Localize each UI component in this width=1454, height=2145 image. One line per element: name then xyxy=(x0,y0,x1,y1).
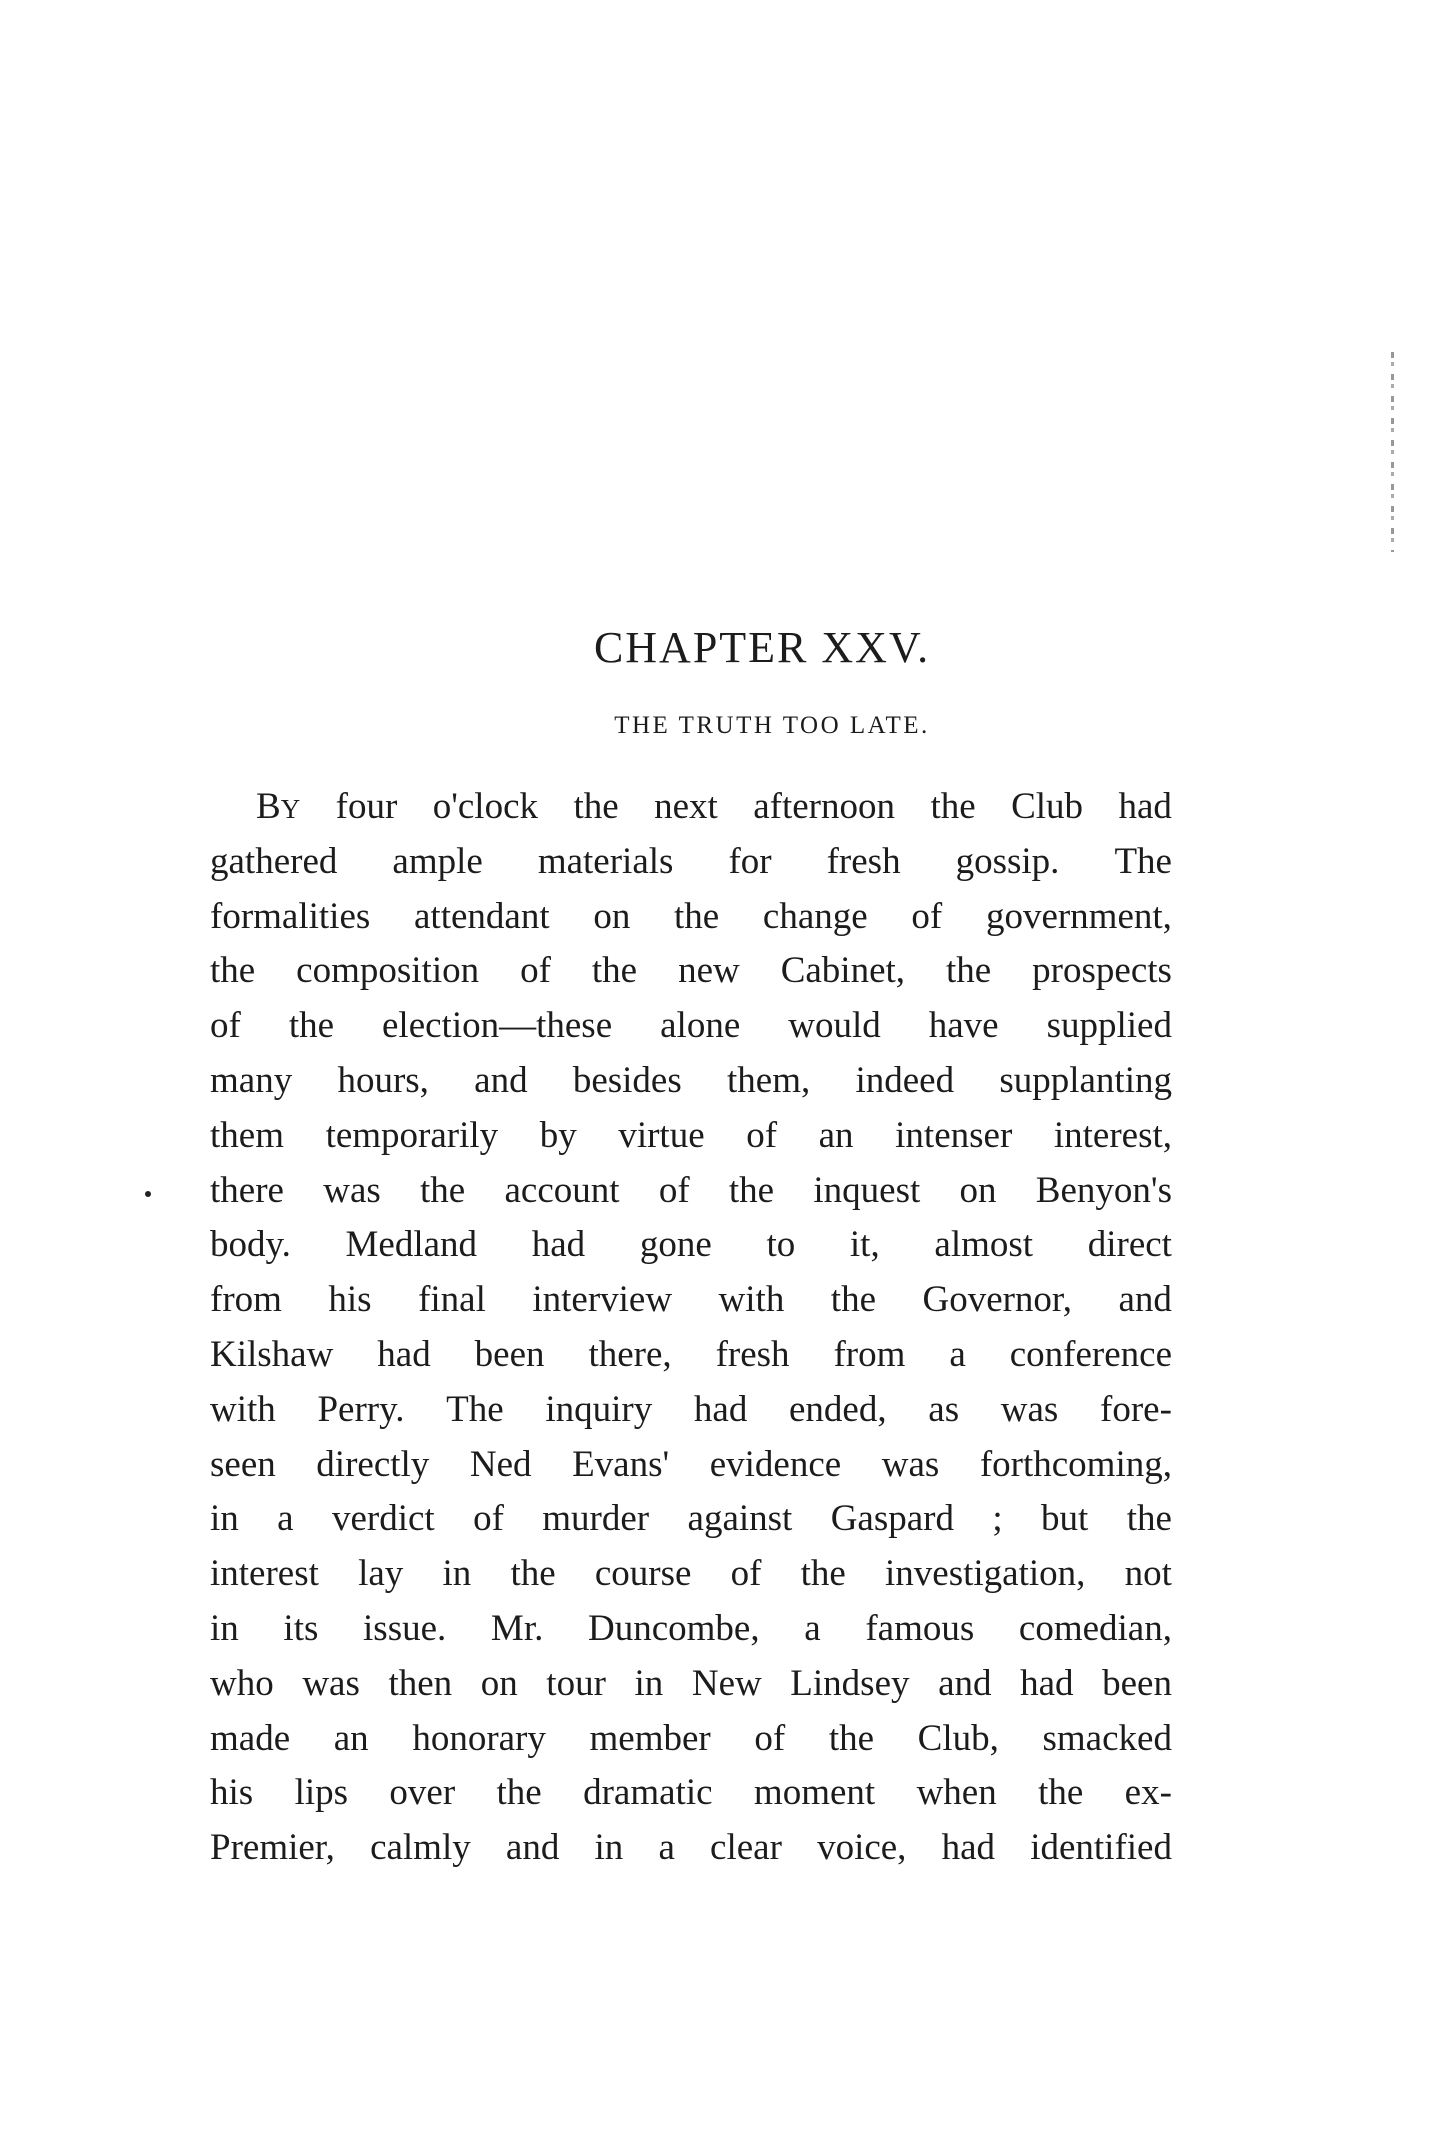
word: of xyxy=(658,1169,690,1211)
word: not xyxy=(1124,1553,1172,1595)
word: inquest xyxy=(813,1169,921,1211)
word: Mr. xyxy=(490,1607,544,1649)
word: been xyxy=(1102,1662,1172,1704)
word: and xyxy=(474,1059,528,1101)
text-line xyxy=(210,1328,1172,1383)
word: Lindsey xyxy=(790,1662,910,1704)
word: the xyxy=(496,1772,542,1814)
word: indeed xyxy=(855,1059,955,1101)
word: with xyxy=(718,1279,785,1321)
word: was xyxy=(1000,1388,1059,1430)
word: the xyxy=(210,950,256,992)
word: the xyxy=(828,1717,875,1759)
word: directly xyxy=(316,1443,430,1485)
word: inquiry xyxy=(545,1388,653,1430)
word: conference xyxy=(1009,1333,1172,1375)
word: investigation, xyxy=(885,1553,1086,1595)
word: was xyxy=(302,1662,360,1704)
word: the xyxy=(674,895,720,937)
word: many xyxy=(210,1059,293,1101)
word: formalities xyxy=(210,895,371,937)
word: account xyxy=(504,1169,620,1211)
word: direct xyxy=(1087,1224,1172,1266)
word: then xyxy=(388,1662,453,1704)
word: The xyxy=(446,1388,504,1430)
word: a xyxy=(804,1607,821,1649)
word: the xyxy=(288,1005,335,1047)
word: fresh xyxy=(715,1333,790,1375)
text-line xyxy=(210,780,1172,835)
word: ex- xyxy=(1124,1772,1172,1814)
word: the xyxy=(830,1279,876,1321)
word: fore- xyxy=(1100,1388,1172,1430)
text-line xyxy=(210,1054,1172,1109)
word: them, xyxy=(727,1059,811,1101)
word: four xyxy=(335,786,398,827)
word: materials xyxy=(537,840,674,882)
text-line xyxy=(210,1547,1172,1602)
word: comedian, xyxy=(1018,1607,1172,1649)
text-line xyxy=(210,999,1172,1054)
word: election—these xyxy=(382,1005,613,1047)
word: government, xyxy=(985,895,1172,937)
word: next xyxy=(654,786,718,827)
word: Ned xyxy=(469,1443,532,1485)
word: have xyxy=(928,1005,999,1047)
word: in xyxy=(634,1662,664,1704)
word: it, xyxy=(849,1224,880,1266)
word: Governor, xyxy=(922,1279,1073,1321)
word: the xyxy=(930,786,976,827)
word: forthcoming, xyxy=(979,1443,1172,1485)
word: attendant xyxy=(414,895,550,937)
word: Gaspard xyxy=(830,1498,954,1540)
text-line xyxy=(210,1273,1172,1328)
word: smacked xyxy=(1042,1717,1172,1759)
word: of xyxy=(473,1498,504,1540)
word: issue. xyxy=(363,1607,447,1649)
text-line xyxy=(210,1383,1172,1438)
word: interest xyxy=(210,1553,319,1595)
word: the xyxy=(573,786,619,827)
word: calmly xyxy=(370,1827,471,1869)
word: was xyxy=(323,1169,381,1211)
word: honorary xyxy=(412,1717,546,1759)
word: of xyxy=(746,1114,778,1156)
word: Club xyxy=(1011,786,1084,827)
word: Cabinet, xyxy=(780,950,906,992)
word: temporarily xyxy=(325,1114,499,1156)
text-line xyxy=(210,1602,1172,1657)
word: ; xyxy=(992,1498,1003,1540)
word: against xyxy=(687,1498,793,1540)
word: was xyxy=(881,1443,940,1485)
word: The xyxy=(1114,840,1172,882)
word: Kilshaw xyxy=(210,1333,334,1375)
word: from xyxy=(833,1333,906,1375)
word: Premier, xyxy=(210,1827,335,1869)
word: o'clock xyxy=(432,786,539,827)
word: of xyxy=(730,1553,762,1595)
word: besides xyxy=(572,1059,682,1101)
word: body. xyxy=(210,1224,291,1266)
word: lips xyxy=(294,1772,349,1814)
word: identified xyxy=(1030,1827,1172,1869)
word: made xyxy=(210,1717,291,1759)
word: with xyxy=(210,1388,276,1430)
word: had xyxy=(941,1827,996,1869)
initial-smallcap: Y xyxy=(280,794,301,824)
word: interest, xyxy=(1053,1114,1172,1156)
word: intenser xyxy=(895,1114,1013,1156)
word: an xyxy=(333,1717,369,1759)
word: final xyxy=(418,1279,486,1321)
word: of xyxy=(911,895,943,937)
word: had xyxy=(693,1388,748,1430)
word: change xyxy=(762,895,868,937)
word: composition xyxy=(296,950,480,992)
word: interview xyxy=(532,1279,673,1321)
word: over xyxy=(389,1772,456,1814)
word: prospects xyxy=(1032,950,1172,992)
word xyxy=(256,780,300,835)
word: hours, xyxy=(337,1059,429,1101)
word: seen xyxy=(210,1443,276,1485)
word: on xyxy=(593,895,631,937)
text-line xyxy=(210,944,1172,999)
word: the xyxy=(1126,1498,1172,1540)
word: in xyxy=(594,1827,624,1869)
word: the xyxy=(420,1169,466,1211)
text-line xyxy=(210,1712,1172,1767)
chapter-subtitle: THE TRUTH TOO LATE. xyxy=(614,712,930,739)
word: the xyxy=(1038,1772,1084,1814)
word: clear xyxy=(710,1827,782,1869)
text-line xyxy=(210,835,1172,890)
word: famous xyxy=(865,1607,975,1649)
chapter-title: CHAPTER XXV. xyxy=(593,623,931,672)
word: New xyxy=(691,1662,762,1704)
word: for xyxy=(728,840,772,882)
word: the xyxy=(800,1553,846,1595)
text-line xyxy=(210,1218,1172,1273)
word: lay xyxy=(358,1553,404,1595)
word: the xyxy=(591,950,638,992)
text-line xyxy=(210,890,1172,945)
word: from xyxy=(210,1279,282,1321)
word: to xyxy=(766,1224,796,1266)
word: the xyxy=(728,1169,775,1211)
word: when xyxy=(916,1772,997,1814)
word: by xyxy=(539,1114,577,1156)
word: gone xyxy=(639,1224,712,1266)
word: on xyxy=(959,1169,997,1211)
word: of xyxy=(210,1005,241,1047)
initial-letter: B xyxy=(256,786,281,827)
word: ample xyxy=(392,840,483,882)
word: would xyxy=(788,1005,881,1047)
word: in xyxy=(442,1553,472,1595)
word: gossip. xyxy=(955,840,1060,882)
word: its xyxy=(283,1607,319,1649)
ink-speck xyxy=(145,1191,151,1197)
word: had xyxy=(1020,1662,1074,1704)
chapter-body xyxy=(210,780,1172,1876)
word: moment xyxy=(753,1772,876,1814)
word: of xyxy=(754,1717,786,1759)
word: his xyxy=(328,1279,372,1321)
word: been xyxy=(474,1333,545,1375)
word: member xyxy=(589,1717,711,1759)
word: alone xyxy=(660,1005,741,1047)
word: a xyxy=(949,1333,966,1375)
word: had xyxy=(377,1333,431,1375)
word: a xyxy=(658,1827,675,1869)
word: evidence xyxy=(709,1443,842,1485)
word: in xyxy=(210,1498,239,1540)
word: voice, xyxy=(817,1827,907,1869)
text-line xyxy=(210,1821,1172,1876)
word: Evans' xyxy=(572,1443,670,1485)
word: had xyxy=(531,1224,586,1266)
text-line xyxy=(210,1438,1172,1493)
word: Duncombe, xyxy=(588,1607,760,1649)
word: had xyxy=(1118,786,1172,827)
word: but xyxy=(1041,1498,1089,1540)
word: gathered xyxy=(210,840,338,882)
word: on xyxy=(480,1662,518,1704)
word: the xyxy=(946,950,992,992)
word: Perry. xyxy=(317,1388,405,1430)
word: afternoon xyxy=(753,786,896,827)
text-line xyxy=(210,1657,1172,1712)
word: as xyxy=(928,1388,960,1430)
word: verdict xyxy=(331,1498,435,1540)
text-line xyxy=(210,1164,1172,1219)
word: Medland xyxy=(345,1224,478,1266)
word: fresh xyxy=(826,840,901,882)
word: the xyxy=(510,1553,556,1595)
word: ended, xyxy=(789,1388,887,1430)
word: and xyxy=(938,1662,992,1704)
word: dramatic xyxy=(583,1772,713,1814)
word: who xyxy=(210,1662,274,1704)
word: an xyxy=(818,1114,854,1156)
word: supplanting xyxy=(999,1059,1172,1101)
word: there xyxy=(210,1169,284,1211)
word: course xyxy=(594,1553,692,1595)
word: new xyxy=(678,950,740,992)
scan-edge-mark xyxy=(1391,352,1394,552)
word: of xyxy=(520,950,551,992)
word: and xyxy=(1118,1279,1172,1321)
word: murder xyxy=(542,1498,650,1540)
word: supplied xyxy=(1046,1005,1172,1047)
text-line xyxy=(210,1492,1172,1547)
word: in xyxy=(210,1607,239,1649)
text-line xyxy=(210,1109,1172,1164)
word: tour xyxy=(546,1662,606,1704)
word: Benyon's xyxy=(1035,1169,1172,1211)
text-line xyxy=(210,1766,1172,1821)
word: them xyxy=(210,1114,284,1156)
word: there, xyxy=(588,1333,672,1375)
word: almost xyxy=(934,1224,1034,1266)
word: Club, xyxy=(917,1717,999,1759)
word: and xyxy=(505,1827,560,1869)
word: virtue xyxy=(618,1114,705,1156)
word: his xyxy=(210,1772,254,1814)
word: a xyxy=(277,1498,294,1540)
